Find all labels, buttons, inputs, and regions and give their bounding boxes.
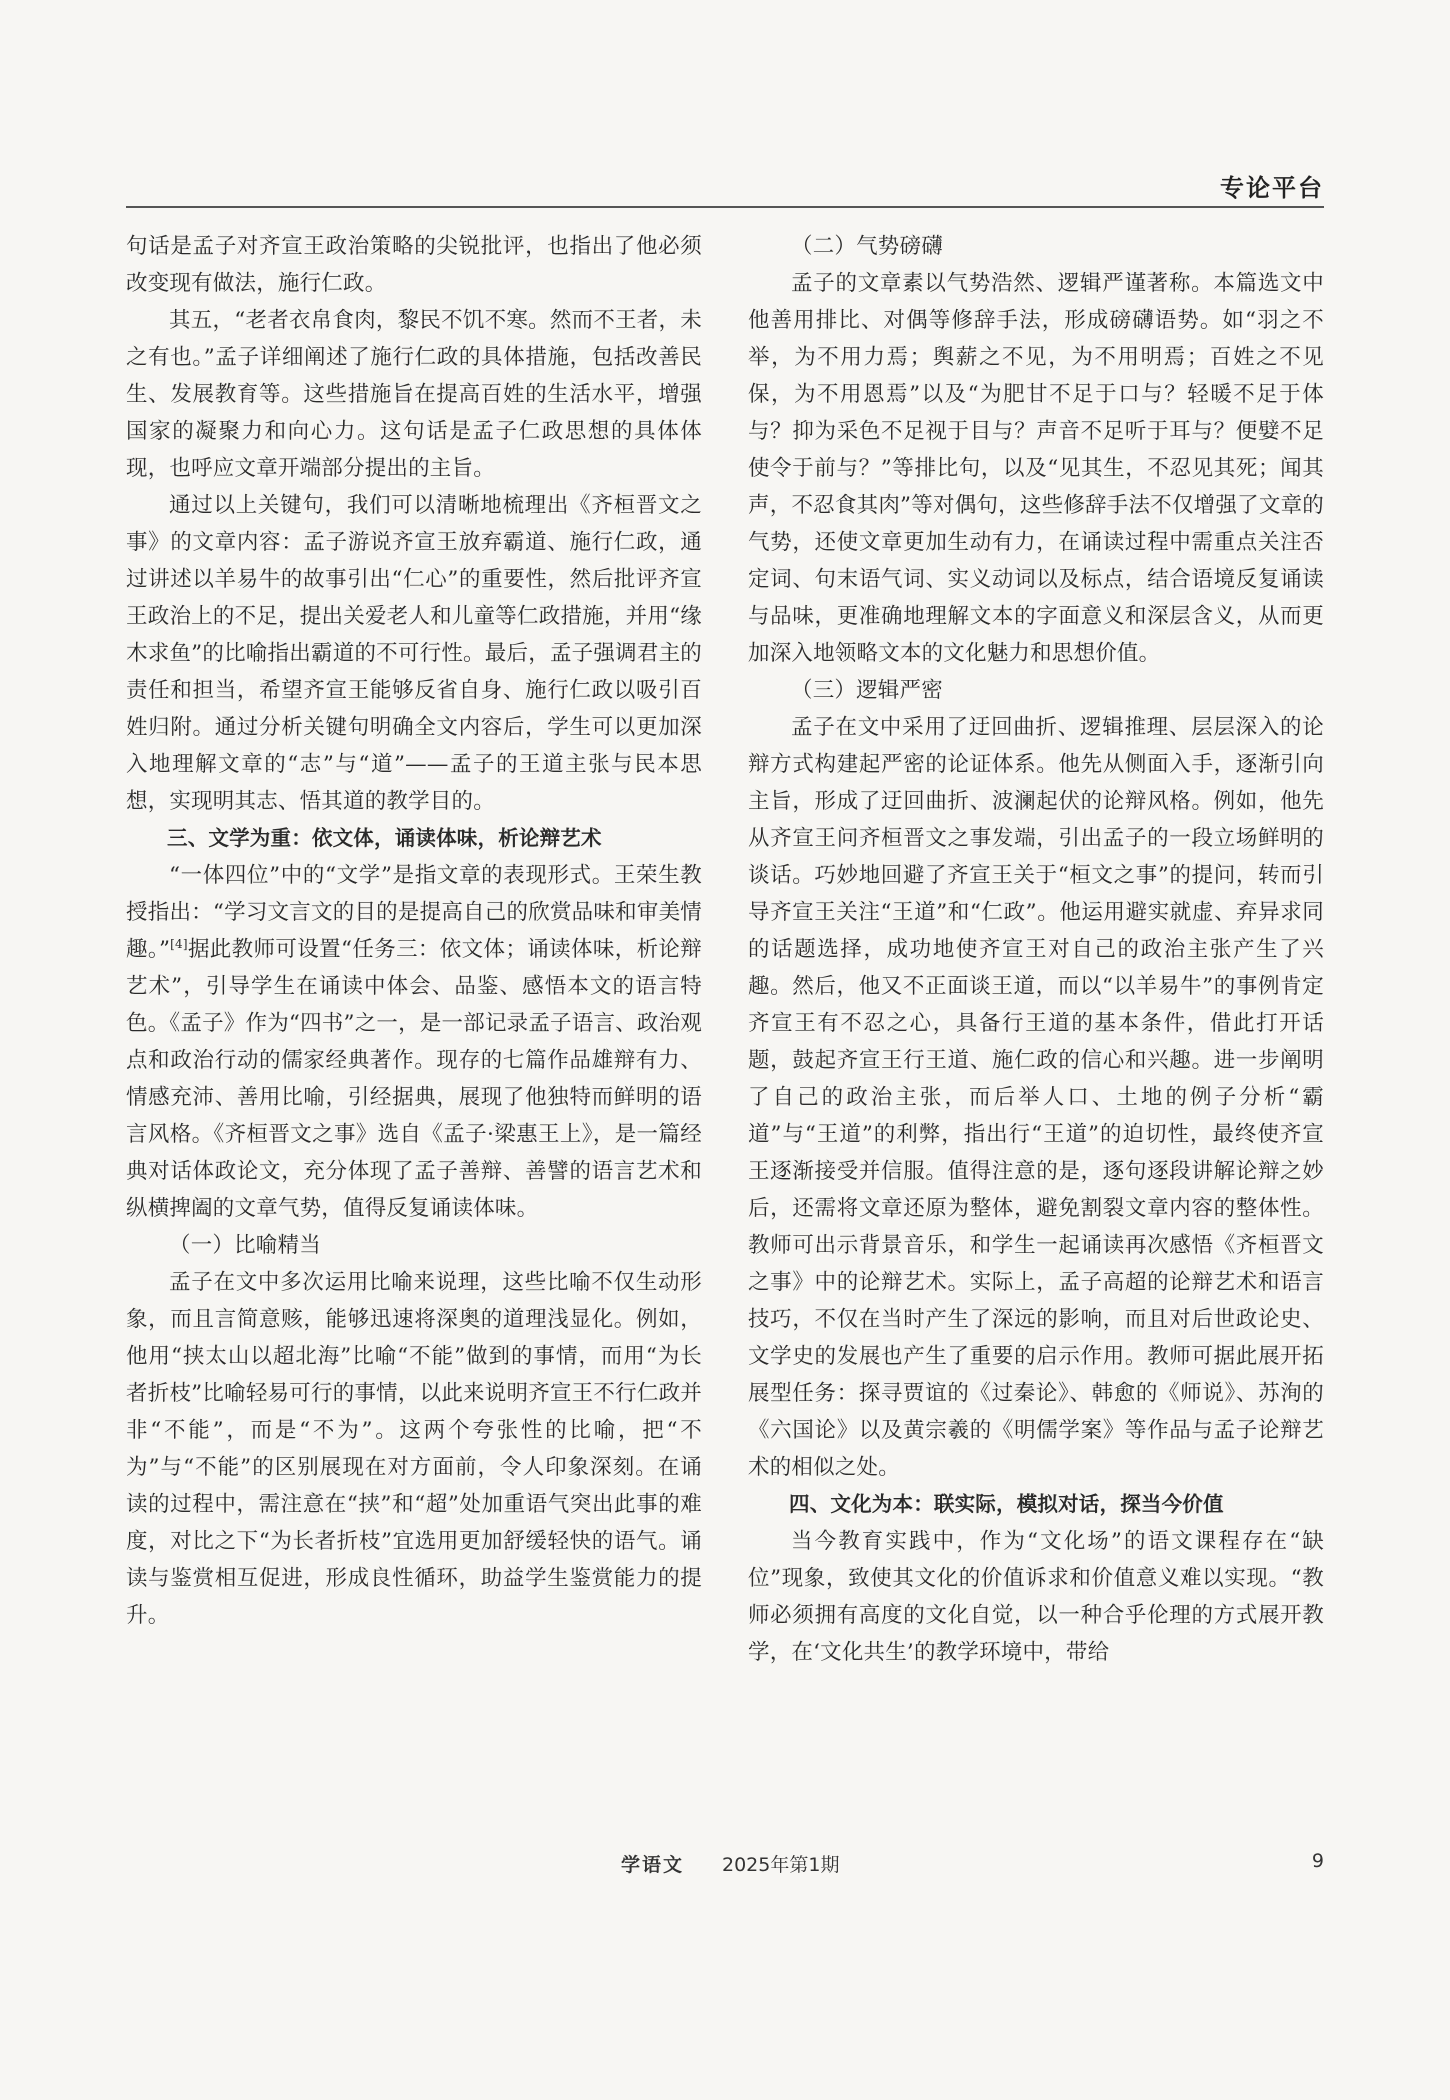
paragraph-text: “一体四位”中的“文学”是指文章的表现形式。王荣生教授指出：“学习文言文的目的是提高自己的欣赏品味和审美情趣。” — [126, 863, 702, 962]
paragraph: 其五，“老者衣帛食肉，黎民不饥不寒。然而不王者，未之有也。”孟子详细阐述了施行仁政的具体措施，包括改善民生、发展教育等。这些措施旨在提高百姓的生活水平，增强国家的凝聚力和向心力。这句话是孟子仁政思想的具体体现，也呼应文章开端部分提出的主旨。 — [126, 308, 702, 481]
paragraph: 通过以上关键句，我们可以清晰地梳理出《齐桓晋文之事》的文章内容：孟子游说齐宣王放弃霸道、施行仁政，通过讲述以羊易牛的故事引出“仁心”的重要性，然后批评齐宣王政治上的不足，提出关爱老人和儿童等仁政措施，并用“缘木求鱼”的比喻指出霸道的不可行性。最后，孟子强调君主的责任和担当，希望齐宣王能够反省自身、施行仁政以吸引百姓归附。通过分析关键句明确全文内容后，学生可以更加深入地理解文章的“志”与“道”——孟子的王道主张与民本思想，实现明其志、悟其道的教学目的。 — [126, 493, 702, 814]
journal-name: 学语文 — [621, 1854, 685, 1876]
paragraph — [126, 857, 702, 1227]
running-head: 专论平台 — [1220, 174, 1324, 202]
page-number: 9 — [1311, 1850, 1324, 1872]
citation-marker: [4] — [170, 936, 188, 951]
left-column — [126, 228, 702, 1634]
right-column — [748, 228, 1324, 1671]
paragraph: 当今教育实践中，作为“文化场”的语文课程存在“缺位”现象，致使其文化的价值诉求和价值意义难以实现。“教师必须拥有高度的文化自觉，以一种合乎伦理的方式展开教学，在‘文化共生’的教学环境中，带给 — [748, 1529, 1324, 1665]
paragraph-text: 据此教师可设置“任务三：依文体；诵读体味，析论辩艺术”，引导学生在诵读中体会、品鉴、感悟本文的语言特色。《孟子》作为“四书”之一，是一部记录孟子语言、政治观点和政治行动的儒家经典著作。现存的七篇作品雄辩有力、情感充沛、善用比喻，引经据典，展现了他独特而鲜明的语言风格。《齐桓晋文之事》选自《孟子·梁惠王上》，是一篇经典对话体政论文，充分体现了孟子善辩、善譬的语言艺术和纵横捭阖的文章气势，值得反复诵读体味。 — [126, 937, 702, 1221]
subsection-heading: （一）比喻精当 — [169, 1233, 321, 1258]
paragraph: 孟子在文中采用了迂回曲折、逻辑推理、层层深入的论辩方式构建起严密的论证体系。他先从侧面入手，逐渐引向主旨，形成了迂回曲折、波澜起伏的论辩风格。例如，他先从齐宣王问齐桓晋文之事发端，引出孟子的一段立场鲜明的谈话。巧妙地回避了齐宣王关于“桓文之事”的提问，转而引导齐宣王关注“王道”和“仁政”。他运用避实就虚、弃异求同的话题选择，成功地使齐宣王对自己的政治主张产生了兴趣。然后，他又不正面谈王道，而以“以羊易牛”的事例肯定齐宣王有不忍之心，具备行王道的基本条件，借此打开话题，鼓起齐宣王行王道、施仁政的信心和兴趣。进一步阐明了自己的政治主张，而后举人口、土地的例子分析“霸道”与“王道”的利弊，指出行“王道”的迫切性，最终使齐宣王逐渐接受并信服。值得注意的是，逐句逐段讲解论辩之妙后，还需将文章还原为整体，避免割裂文章内容的整体性。教师可出示背景音乐，和学生一起诵读再次感悟《齐桓晋文之事》中的论辩艺术。实际上，孟子高超的论辩艺术和语言技巧，不仅在当时产生了深远的影响，而且对后世政论史、文学史的发展也产生了重要的启示作用。教师可据此展开拓展型任务：探寻贾谊的《过秦论》、韩愈的《师说》、苏洵的《六国论》以及黄宗羲的《明儒学案》等作品与孟子论辩艺术的相似之处。 — [748, 715, 1324, 1480]
paragraph: 孟子的文章素以气势浩然、逻辑严谨著称。本篇选文中他善用排比、对偶等修辞手法，形成磅礴语势。如“羽之不举，为不用力焉；舆薪之不见，为不用明焉；百姓之不见保，为不用恩焉”以及“为肥甘不足于口与？轻暖不足于体与？抑为采色不足视于目与？声音不足听于耳与？便嬖不足使令于前与？”等排比句，以及“见其生，不忍见其死；闻其声，不忍食其肉”等对偶句，这些修辞手法不仅增强了文章的气势，还使文章更加生动有力，在诵读过程中需重点关注否定词、句末语气词、实义动词以及标点，结合语境反复诵读与品味，更准确地理解文本的字面意义和深层含义，从而更加深入地领略文本的文化魅力和思想价值。 — [748, 271, 1324, 666]
subsection-heading: （三）逻辑严密 — [791, 678, 943, 703]
paragraph: 句话是孟子对齐宣王政治策略的尖锐批评，也指出了他必须改变现有做法，施行仁政。 — [126, 234, 702, 296]
paragraph: 孟子在文中多次运用比喻来说理，这些比喻不仅生动形象，而且言简意赅，能够迅速将深奥的道理浅显化。例如，他用“挟太山以超北海”比喻“不能”做到的事情，而用“为长者折枝”比喻轻易可行的事情，以此来说明齐宣王不行仁政并非“不能”，而是“不为”。这两个夸张性的比喻，把“不为”与“不能”的区别展现在对方面前，令人印象深刻。在诵读的过程中，需注意在“挟”和“超”处加重语气突出此事的难度，对比之下“为长者折枝”宜选用更加舒缓轻快的语气。诵读与鉴赏相互促进，形成良性循环，助益学生鉴赏能力的提升。 — [126, 1270, 702, 1628]
section-heading: 四、文化为本：联实际，模拟对话，探当今价值 — [789, 1492, 1224, 1516]
header-rule — [126, 206, 1324, 208]
issue-label: 2025年第1期 — [722, 1854, 840, 1876]
section-heading: 三、文学为重：依文体，诵读体味，析论辩艺术 — [167, 826, 602, 850]
subsection-heading: （二）气势磅礴 — [791, 234, 943, 259]
